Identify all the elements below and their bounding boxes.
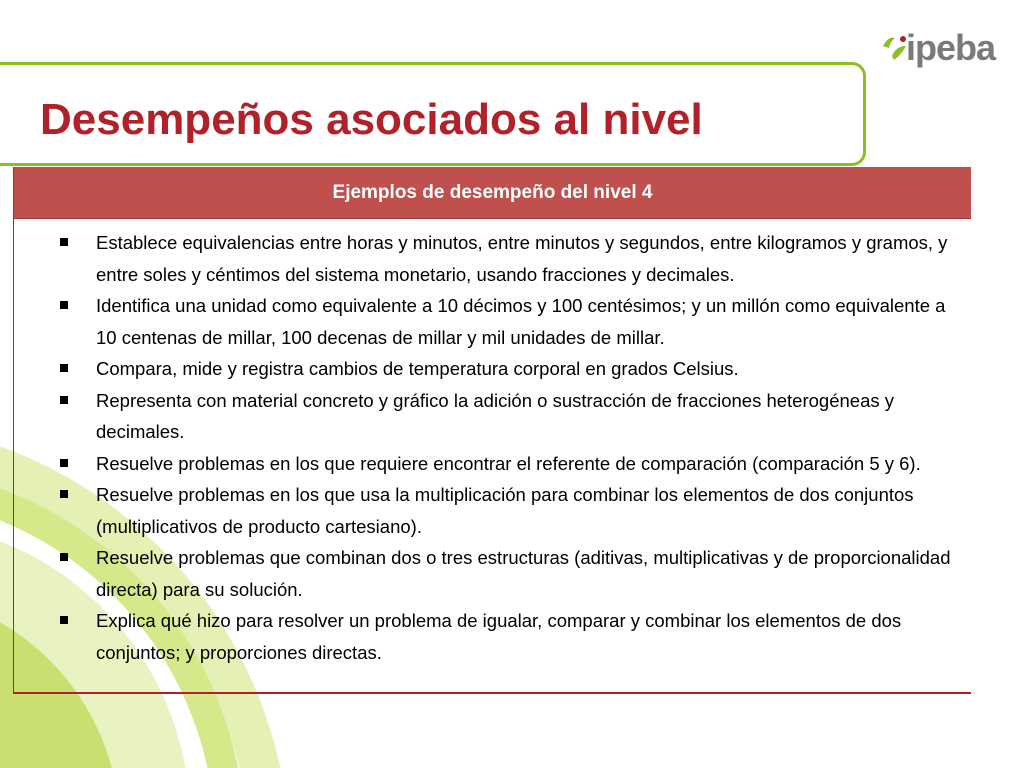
square-bullet-icon xyxy=(60,364,68,372)
logo-text: ipeba xyxy=(906,27,996,68)
list-item xyxy=(60,290,959,353)
list-item-text: Establece equivalencias entre horas y minutos, entre minutos y segundos, entre kilogramos y gramos, y entre soles y céntimos del sistema monetario, usando fracciones y decimales. xyxy=(96,232,948,285)
square-bullet-icon xyxy=(60,396,68,404)
list-item-text: Explica qué hizo para resolver un problema de igualar, comparar y combinar los elementos de dos conjuntos; y proporciones directas. xyxy=(96,610,902,663)
list-item xyxy=(60,605,959,668)
list-item xyxy=(60,542,959,605)
square-bullet-icon xyxy=(60,238,68,246)
list-item xyxy=(60,385,959,448)
performance-table xyxy=(13,167,971,694)
list-item-text: Resuelve problemas que combinan dos o tres estructuras (aditivas, multiplicativas y de proporcionalidad directa) para su solución. xyxy=(96,547,951,600)
table-header: Ejemplos de desempeño del nivel 4 xyxy=(14,167,971,219)
table-body xyxy=(14,219,971,668)
square-bullet-icon xyxy=(60,616,68,624)
slide-title: Desempeños asociados al nivel xyxy=(40,95,703,144)
list-item-text: Resuelve problemas en los que requiere encontrar el referente de comparación (comparación 5 y 6). xyxy=(96,452,921,474)
list-item-text: Compara, mide y registra cambios de temperatura corporal en grados Celsius. xyxy=(96,358,739,379)
list-item xyxy=(60,448,959,480)
list-item xyxy=(60,479,959,542)
list-item xyxy=(60,353,959,385)
square-bullet-icon xyxy=(60,553,68,561)
square-bullet-icon xyxy=(60,490,68,498)
square-bullet-icon xyxy=(60,301,68,309)
list-item xyxy=(60,227,959,290)
list-item-text: Resuelve problemas en los que usa la multiplicación para combinar los elementos de dos conjuntos (multiplicativos de producto cartesiano). xyxy=(96,484,914,537)
square-bullet-icon xyxy=(60,459,68,467)
ipeba-logo xyxy=(880,24,1000,74)
list-item-text: Representa con material concreto y gráfico la adición o sustracción de fracciones heterogéneas y decimales. xyxy=(96,389,894,442)
performance-list xyxy=(60,227,959,668)
list-item-text: Identifica una unidad como equivalente a 10 décimos y 100 centésimos; y un millón como equivalente a 10 centenas de millar, 100 decenas de millar y mil unidades de millar. xyxy=(96,295,946,348)
